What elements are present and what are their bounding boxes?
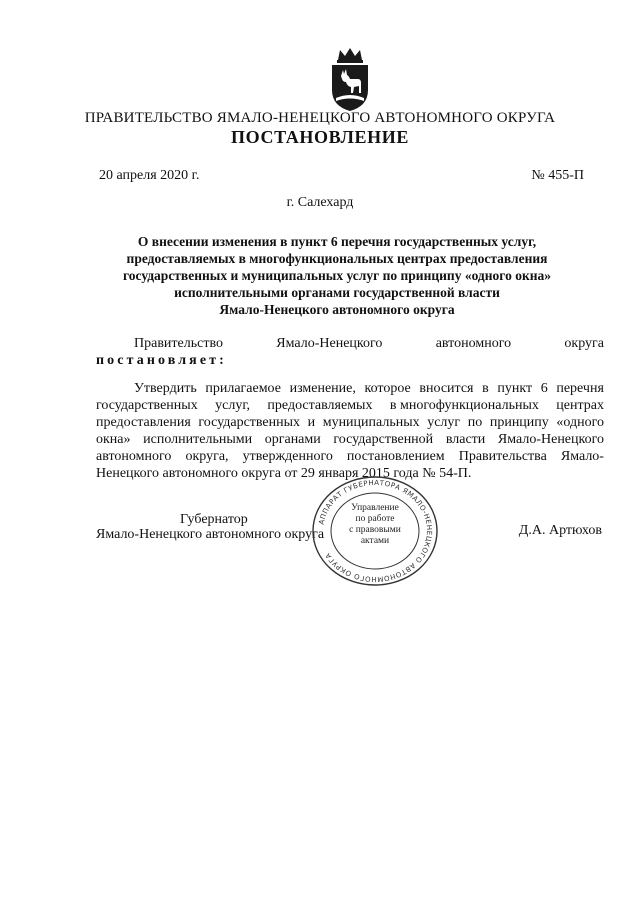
- body-line: [96, 431, 604, 448]
- body-line: [96, 397, 604, 414]
- resolves-clause: [96, 335, 604, 369]
- government-name: ПРАВИТЕЛЬСТВО ЯМАЛО-НЕНЕЦКОГО АВТОНОМНОГО ОКРУГА: [84, 110, 556, 126]
- stamp-line: с правовыми: [349, 525, 401, 535]
- body-word: государственных: [198, 415, 301, 430]
- body-word: округа,: [185, 449, 229, 464]
- body-line: [96, 414, 604, 431]
- body-word: Ямало-Ненецкого: [497, 432, 604, 447]
- body-word: исполнительными: [143, 432, 253, 447]
- subject-line: исполнительными органами государственной власти: [174, 285, 500, 300]
- body-line: [96, 448, 604, 465]
- body-word: окна»: [96, 432, 131, 447]
- body-word: предоставления: [96, 415, 191, 430]
- document-city: г. Салехард: [286, 195, 354, 210]
- document-number: № 455-П: [531, 168, 584, 183]
- body-word: автономного: [96, 449, 172, 464]
- body-word: органами: [264, 432, 321, 447]
- body-word: 6: [540, 381, 548, 396]
- body-word: которое: [364, 381, 411, 396]
- body-word: постановлением: [346, 449, 445, 464]
- stamp-line: Управление: [351, 503, 399, 513]
- legal-department-stamp: [311, 475, 439, 587]
- body-word: предоставляемых: [267, 398, 373, 413]
- body-word: Ямало-: [560, 449, 604, 464]
- document-date: 20 апреля 2020 г.: [99, 168, 200, 183]
- body-line: [96, 380, 604, 397]
- resolves-word: Правительство: [134, 336, 223, 351]
- yamal-coat-of-arms-icon: [328, 46, 372, 112]
- stamp-line: актами: [360, 536, 390, 546]
- body-word: изменение,: [289, 381, 356, 396]
- resolves-word: округа: [564, 336, 604, 351]
- document-subject: [92, 233, 582, 318]
- body-word: Правительства: [458, 449, 547, 464]
- subject-line: предоставляемых в многофункциональных центрах предоставления: [126, 251, 548, 266]
- body-word: и: [307, 415, 316, 430]
- body-word: прилагаемое: [205, 381, 281, 396]
- body-word: центрах: [556, 398, 604, 413]
- body-word: в: [482, 381, 489, 396]
- body-word: услуг: [427, 415, 461, 430]
- resolves-line: [96, 335, 604, 352]
- document-body: [96, 380, 604, 482]
- body-word: по: [467, 415, 483, 430]
- body-word: Ненецкого автономного округа от 29 января 2015 года № 54-П.: [96, 466, 472, 481]
- body-word: муниципальных: [322, 415, 420, 430]
- body-word: Утвердить: [134, 381, 197, 396]
- body-word: государственной: [333, 432, 434, 447]
- resolves-word: автономного: [435, 336, 512, 351]
- body-word: принципу: [489, 415, 549, 430]
- signer-title: Губернатор: [180, 512, 248, 527]
- body-word: услуг,: [215, 398, 250, 413]
- resolves-verb: постановляет:: [96, 353, 227, 368]
- resolves-word: Ямало-Ненецкого: [276, 336, 383, 351]
- subject-line: государственных и муниципальных услуг по принципу «одного окна»: [122, 268, 552, 283]
- body-word: пункт: [497, 381, 533, 396]
- body-word: государственных: [96, 398, 198, 413]
- stamp-inner-text: [311, 503, 439, 547]
- signer-name: Д.А. Артюхов: [518, 523, 602, 538]
- stamp-ring-text: АППАРАТ ГУБЕРНАТОРА ЯМАЛО-НЕНЕЦКОГО АВТОНОМНОГО ОКРУГА: [317, 478, 434, 584]
- subject-line: Ямало-Ненецкого автономного округа: [219, 302, 455, 317]
- stamp-line: по работе: [355, 514, 395, 524]
- body-word: утвержденного: [242, 449, 333, 464]
- signer-region: Ямало-Ненецкого автономного округа: [96, 527, 325, 542]
- document-type: ПОСТАНОВЛЕНИЕ: [231, 127, 409, 147]
- subject-line: О внесении изменения в пункт 6 перечня государственных услуг,: [137, 234, 537, 249]
- body-word: вносится: [419, 381, 474, 396]
- body-word: «одного: [556, 415, 604, 430]
- body-word: перечня: [556, 381, 604, 396]
- body-word: в многофункциональных: [389, 398, 539, 413]
- body-word: власти: [445, 432, 486, 447]
